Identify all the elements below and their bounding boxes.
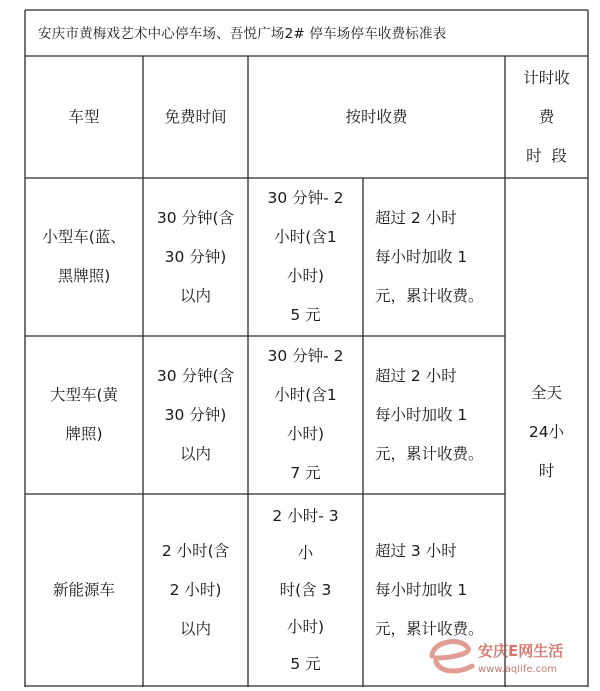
cell-line: 小时) [286, 267, 325, 285]
cell-line: 2 小时(含 [161, 541, 230, 560]
cell-line: 5 元 [290, 654, 321, 673]
watermark-url: www.aqlife.com [478, 664, 558, 675]
small-car-extra-charge-cell [375, 178, 503, 336]
watermark [420, 626, 598, 684]
cell-line: 每小时加收 1 [375, 580, 468, 599]
cell-line: 小型车(蓝、 [42, 228, 126, 246]
cell-line: 超过 2 小时 [375, 208, 457, 227]
cell-line: 2 小时- 3 [272, 506, 339, 525]
cell-line: 小时) [286, 425, 325, 443]
header-period-line: 费 [538, 107, 555, 126]
cell-line: 黑牌照) [57, 267, 111, 285]
cell-line: 元，累计收费。 [375, 444, 484, 463]
cell-line: 30 分钟(含 [156, 208, 235, 227]
large-car-free-time-cell [143, 336, 248, 494]
cell-line: 小时(含1 [274, 386, 337, 404]
cell-line: 小 [297, 543, 314, 562]
header-period-line: 时 段 [526, 146, 567, 165]
cell-line: 5 元 [290, 306, 321, 324]
cell-line: 大型车(黄 [49, 386, 119, 404]
cell-line: 超过 3 小时 [375, 541, 457, 560]
header-car-type: 车型 [68, 107, 100, 126]
cell-line: 24小 [528, 422, 565, 441]
e-logo-icon [420, 626, 480, 682]
cell-line: 以内 [179, 619, 211, 638]
cell-line: 以内 [179, 286, 211, 305]
new-energy-first-charge-cell [248, 494, 363, 686]
small-car-type-cell [25, 178, 143, 336]
cell-line: 以内 [179, 444, 211, 463]
cell-line: 每小时加收 1 [375, 247, 468, 266]
small-car-free-time-cell [143, 178, 248, 336]
large-car-extra-charge-cell [375, 336, 503, 494]
header-hourly-charge: 按时收费 [345, 107, 408, 126]
table-title: 安庆市黄梅戏艺术中心停车场、吾悦广场2# 停车场停车收费标准表 [38, 26, 447, 42]
cell-line: 7 元 [290, 464, 321, 482]
cell-line: 每小时加收 1 [375, 405, 468, 424]
large-car-type-cell [25, 336, 143, 494]
header-period-line: 计时收 [523, 68, 570, 87]
cell-line: 30 分钟- 2 [267, 189, 344, 207]
cell-line: 元，累计收费。 [375, 619, 484, 638]
cell-line: 30 分钟) [164, 405, 227, 424]
cell-line: 全天 [530, 383, 562, 402]
watermark-logo-text: 安庆E网生活 [478, 642, 564, 660]
cell-line: 时(含 3 [279, 580, 332, 599]
cell-line: 时 [538, 461, 555, 480]
cell-line: 新能源车 [52, 580, 115, 599]
cell-line: 30 分钟) [164, 247, 227, 266]
cell-line: 30 分钟- 2 [267, 347, 344, 365]
header-charging-period [505, 56, 588, 178]
cell-line: 30 分钟(含 [156, 366, 235, 385]
small-car-first-charge-cell [248, 178, 363, 336]
cell-line: 元，累计收费。 [375, 286, 484, 305]
cell-line: 2 小时) [169, 580, 222, 599]
header-free-time: 免费时间 [164, 107, 227, 126]
charging-period-cell [505, 178, 588, 686]
cell-line: 小时(含1 [274, 228, 337, 246]
cell-line: 超过 2 小时 [375, 366, 457, 385]
new-energy-car-type-cell [25, 494, 143, 686]
cell-line: 牌照) [65, 425, 103, 443]
new-energy-free-time-cell [143, 494, 248, 686]
cell-line: 小时) [286, 617, 325, 636]
large-car-first-charge-cell [248, 336, 363, 494]
